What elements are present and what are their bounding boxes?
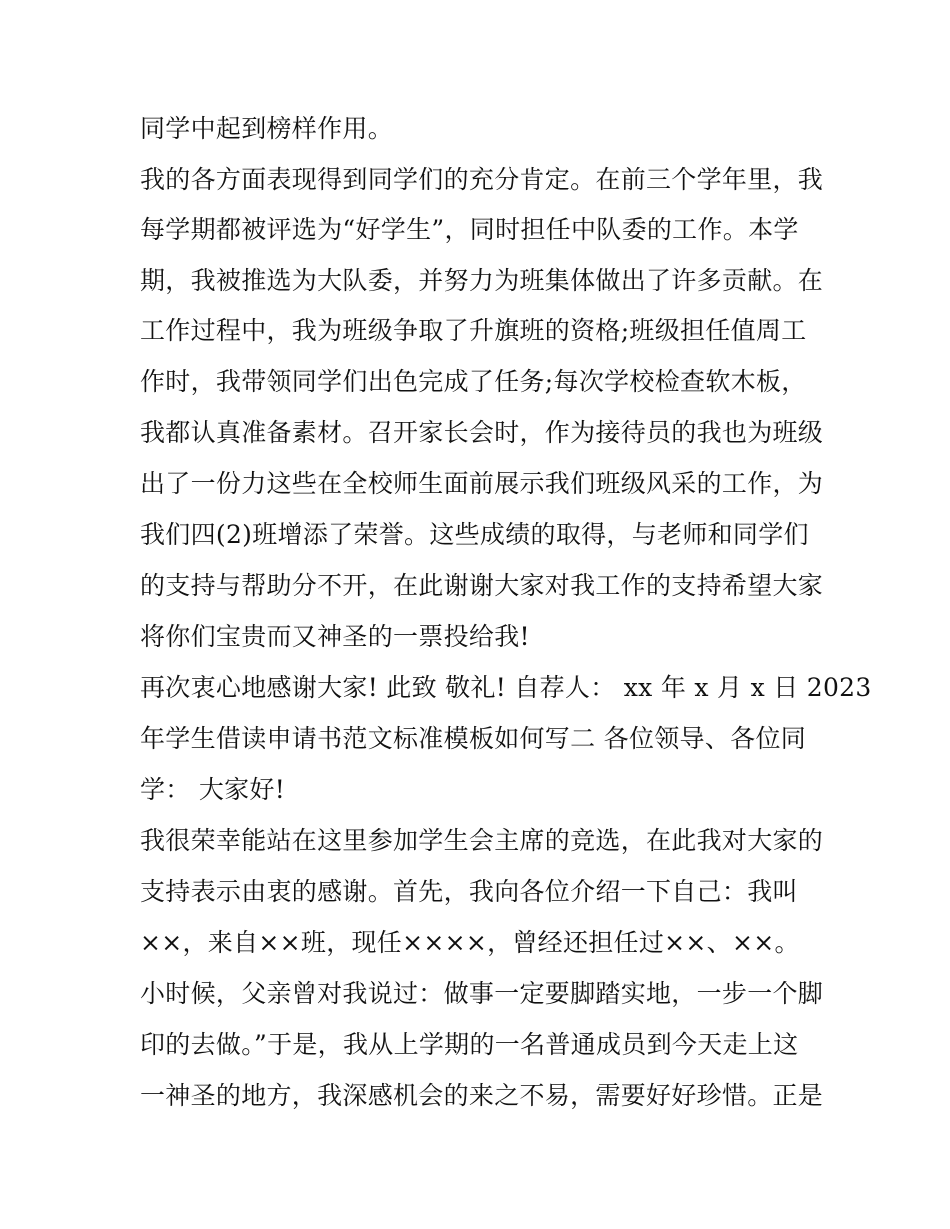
text-line: 我很荣幸能站在这里参加学生会主席的竞选，在此我对大家的 bbox=[140, 826, 824, 855]
text-line: 我的各方面表现得到同学们的充分肯定。在前三个学年里，我 bbox=[140, 165, 824, 194]
text-line: 再次衷心地感谢大家! 此致 敬礼! 自荐人： xx 年 x 月 x 日 2023 bbox=[140, 673, 872, 702]
text-line: 同学中起到榜样作用。 bbox=[140, 114, 394, 143]
text-line: 我们四(2)班增添了荣誉。这些成绩的取得，与老师和同学们 bbox=[140, 520, 809, 549]
text-line: ××，来自××班，现任××××，曾经还担任过××、××。 bbox=[140, 928, 800, 957]
text-line: 每学期都被评选为“好学生”，同时担任中队委的工作。本学 bbox=[140, 215, 799, 244]
text-line: 作时，我带领同学们出色完成了任务;每次学校检查软木板， bbox=[140, 367, 807, 396]
text-line: 学： 大家好! bbox=[140, 775, 286, 804]
text-line: 期，我被推选为大队委，并努力为班集体做出了许多贡献。在 bbox=[140, 266, 824, 295]
text-line: 支持表示由衷的感谢。首先，我向各位介绍一下自己：我叫 bbox=[140, 877, 798, 906]
text-line: 年学生借读申请书范文标准模板如何写二 各位领导、各位同 bbox=[140, 724, 807, 753]
text-line: 印的去做。”于是，我从上学期的一名普通成员到今天走上这 bbox=[140, 1030, 799, 1059]
text-line: 我都认真准备素材。召开家长会时，作为接待员的我也为班级 bbox=[140, 418, 824, 447]
text-line: 小时候，父亲曾对我说过：做事一定要脚踏实地，一步一个脚 bbox=[140, 979, 824, 1008]
text-line: 将你们宝贵而又神圣的一票投给我! bbox=[140, 622, 530, 651]
text-line: 出了一份力这些在全校师生面前展示我们班级风采的工作，为 bbox=[140, 469, 824, 498]
text-line: 的支持与帮助分不开，在此谢谢大家对我工作的支持希望大家 bbox=[140, 571, 824, 600]
text-line: 工作过程中，我为班级争取了升旗班的资格;班级担任值周工 bbox=[140, 316, 807, 345]
text-line: 一神圣的地方，我深感机会的来之不易，需要好好珍惜。正是 bbox=[140, 1081, 824, 1110]
